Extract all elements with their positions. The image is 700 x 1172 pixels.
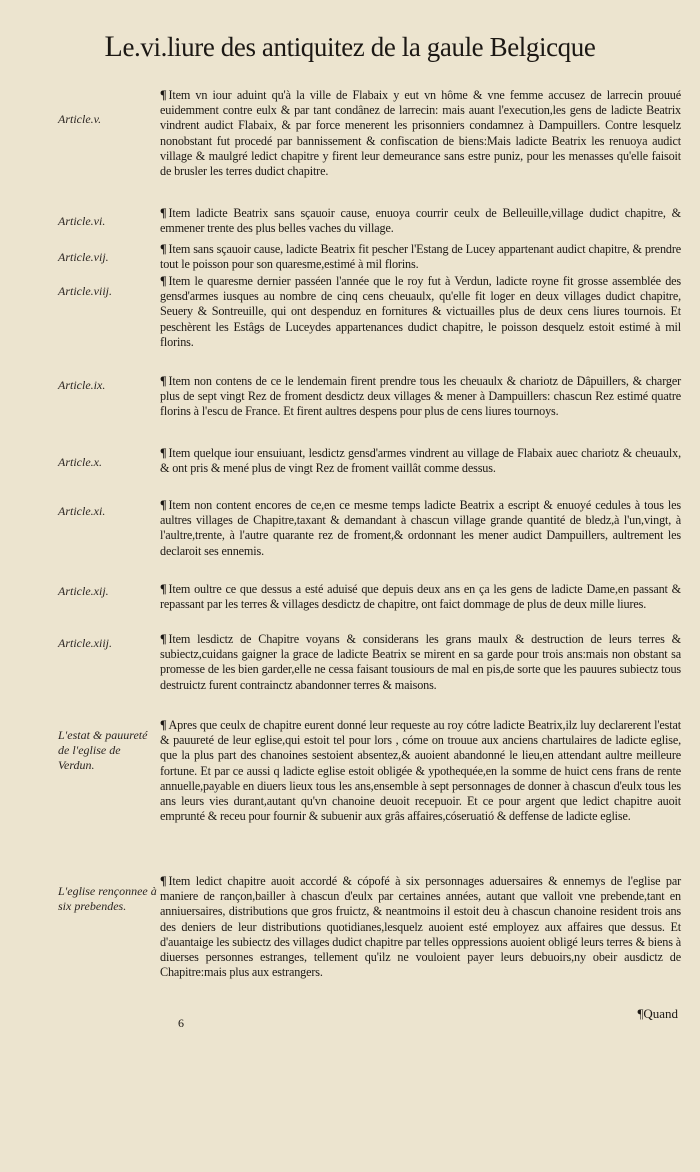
paragraph-article-12 [160, 582, 681, 612]
folio-number: 6 [178, 1016, 184, 1030]
pilcrow-icon: ¶ [160, 374, 167, 388]
paragraph-article-6 [160, 206, 681, 236]
pilcrow-icon: ¶ [160, 274, 167, 288]
paragraph-text: Item non contens de ce le lendemain firent prendre tous les cheuaulx & chariotz de Dâpuillers, & charger plus de sept vingt Rez de froment desdictz deux villages & mener à Dampuillers: chascun Rez estimé quatre florins à l'escu de France. Et firent aultres despens pour plus de cens liures tournoys. [160, 374, 681, 419]
margin-note-article-11: Article.xi. [58, 504, 106, 518]
margin-note-article-13: Article.xiij. [58, 636, 112, 650]
margin-note-eglise-renconnee: L'eglise rençonnee à six prebendes. [58, 884, 157, 913]
paragraph-text: Item le quaresme dernier passéen l'année que le roy fut à Verdun, ladicte royne fit grosse assemblée des gensd'armes iusques au nombre de cinq cens cheuaulx, qu'elle fit loger en deux villages dudict chapitre, Seuery & Sontreuille, qui ont despenduz en fornitures & victuailles plus de deux cens liures tournois. Et peschèrent les Estâgs de Luceydes appartenances dudict chapitre, le poisson desquelz estoit estimé à mil florins. [160, 274, 681, 349]
paragraph-text: Item oultre ce que dessus a esté aduisé que depuis deux ans en ça les gens de ladicte Dame,en passant & repassant par les terres & villages desdictz de chapitre, ont faict dommage de plus de deux mille liures. [160, 582, 681, 612]
paragraph-article-8 [160, 274, 681, 350]
catchword [637, 1006, 678, 1022]
paragraph-article-10 [160, 446, 681, 476]
paragraph-rancon [160, 874, 681, 980]
paragraph-estat-eglise [160, 718, 681, 824]
margin-note-estat-pauurete: L'estat & pauureté de l'eglise de Verdun. [58, 728, 148, 772]
pilcrow-icon: ¶ [160, 582, 167, 596]
paragraph-article-9 [160, 374, 681, 420]
pilcrow-icon: ¶ [160, 88, 167, 102]
margin-note-article-7: Article.vij. [58, 250, 109, 264]
paragraph-article-13 [160, 632, 681, 693]
margin-note-article-5: Article.v. [58, 112, 102, 126]
paragraph-article-11 [160, 498, 681, 559]
margin-note-article-6: Article.vi. [58, 214, 106, 228]
catchword-text: Quand [643, 1006, 678, 1021]
margin-note-article-9: Article.ix. [58, 378, 106, 392]
paragraph-text: Apres que ceulx de chapitre eurent donné leur requeste au roy cótre ladicte Beatrix,ilz luy declarerent l'estat & pauureté de leur eglise,qui estoit tel pour lors , cóme on trouue aux anciens chartulaires de ladicte eglise, que la plus part des chanoines sestoient absentez,& auoient abandonné le lieu,en attendant aultre meilleure fortune. Et par ce aussi q ladicte eglise estoit obligée & ypothequée,en la somme de huict cens frans de rente annuelle,payable en diuers lieux tous les ans,ensemble à sept personnages de donner à chascun d'eulx tous les ans leurs vies durant,autant qu'vn chanoine deuoit recepuoir. Et ce pour argent que ledict chapitre auoit emprunté & receu pour fournir & subuenir aux grâs affaires,cóseruatió & deffense de ladicte eglise. [160, 718, 681, 824]
running-header [0, 30, 700, 64]
paragraph-article-5 [160, 88, 681, 179]
margin-note-article-10: Article.x. [58, 455, 102, 469]
pilcrow-icon: ¶ [160, 242, 167, 256]
margin-note-article-12: Article.xij. [58, 584, 109, 598]
pilcrow-icon: ¶ [160, 718, 167, 732]
pilcrow-icon: ¶ [160, 446, 167, 460]
paragraph-text: Item vn iour aduint qu'à la ville de Flabaix y eut vn hôme & vne femme accusez de larrecin prouué euidemment contre eulx & par tant condânez de larrecin: mais auant l'execution,les gens de ladicte Beatrix vindrent audict Flabaix, & par force menerent les prisonniers condamnez à Dampuillers. Contre lesquelz nonobstant fut procedé par bannissement & confiscation de biens:Mais ladicte Beatrix les renuoya audict village & maulgré ledict chapitre y firent leur demeurance sans estre puniz, pour les menasses qu'elle faisoit de brusler les terres dudict chapitre. [160, 88, 681, 179]
header-title: e.vi.liure des antiquitez de la gaule Belgicque [122, 32, 596, 62]
margin-note-article-8: Article.viij. [58, 284, 112, 298]
pilcrow-icon: ¶ [160, 206, 167, 220]
paragraph-text: Item ladicte Beatrix sans sçauoir cause, enuoya courrir ceulx de Belleuille,village dudict chapitre, & emmener trente des plus belles vaches du village. [160, 206, 681, 236]
paragraph-text: Item quelque iour ensuiuant, lesdictz gensd'armes vindrent au village de Flabaix auec chariotz & cheuaulx, & ont pris & mené plus de vingt Rez de froment vaillât comme dessus. [160, 446, 681, 476]
paragraph-text: Item non content encores de ce,en ce mesme temps ladicte Beatrix a escript & enuoyé cedules à tous les aultres villages de Chapitre,taxant & demandant à chascun village grande quantité de bledz,à l'un,vingt, à l'aultre,trente, à l'autre quarante rez de froment,& ordonnant les mener audict Dampuillers, aultrement les declaroit ses ennemis. [160, 498, 681, 558]
paragraph-text: Item lesdictz de Chapitre voyans & considerans les grans maulx & destruction de leurs terres & subiectz,cuidans gaigner la grace de ladicte Beatrix se mirent en sa garde pour trois ans:mais non obstant sa promesse de les bien garder,elle ne cessa faisant tousiours de mal en pis,de sorte que les pauures subiectz tous destruictz furent contrainctz abandonner terres & maisons. [160, 632, 681, 692]
paragraph-text: Item ledict chapitre auoit accordé & cópofé à six personnages aduersaires & ennemys de l'eglise par maniere de rançon,bailler à chascun d'eulx par certaines années, autant que valloit vne prebende,tant en anniuersaires, distributions que gros fruictz, & neantmoins il estoit deu à chascun chanoine resident trois ans des deniers de leur distributions quotidianes,lesquelz auoient esté employez aux affaires que dessus. Et d'auantaige les subiectz des villages dudict chapitre par telles oppressions auoient obligé leurs terres & biens à diuerses personnes estranges, tellement qu'ilz ne vouloient payer leurs debuoirs,ny obeir ausdictz de Chapitre:mais plus aux estrangers. [160, 874, 681, 980]
pilcrow-icon: ¶ [160, 632, 167, 646]
pilcrow-icon: ¶ [160, 874, 167, 888]
paragraph-article-7 [160, 242, 681, 272]
paragraph-text: Item sans sçauoir cause, ladicte Beatrix fit pescher l'Estang de Lucey appartenant audict chapitre, & prendre tout le poisson pour son quaresme,estimé à mil florins. [160, 242, 681, 272]
header-initial: L [104, 30, 123, 63]
pilcrow-icon: ¶ [160, 498, 167, 512]
pilcrow-icon: ¶ [637, 1006, 644, 1021]
